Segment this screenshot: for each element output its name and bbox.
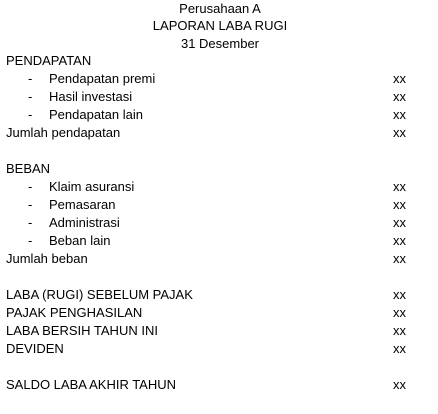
summary-amount: xx <box>393 287 406 302</box>
closing-amount: xx <box>393 377 406 392</box>
summary-label: PAJAK PENGHASILAN <box>6 305 143 320</box>
summary-label: LABA BERSIH TAHUN INI <box>6 323 158 338</box>
bullet-dash: - <box>28 197 33 212</box>
summary-row <box>0 286 438 304</box>
summary-label: DEVIDEN <box>6 341 64 356</box>
expense-item-row <box>0 214 438 232</box>
expense-item-label: Klaim asuransi <box>49 179 135 194</box>
expense-item-amount: xx <box>393 179 406 194</box>
company-name: Perusahaan A <box>179 1 261 16</box>
expense-item-amount: xx <box>393 233 406 248</box>
income-item-row <box>0 70 438 88</box>
income-total-label: Jumlah pendapatan <box>6 125 121 140</box>
expenses-total-row <box>0 250 438 268</box>
bullet-dash: - <box>28 179 33 194</box>
income-heading-row <box>0 52 438 70</box>
income-heading: PENDAPATAN <box>6 53 92 68</box>
expense-item-label: Beban lain <box>49 233 111 248</box>
summary-row <box>0 340 438 358</box>
summary-amount: xx <box>393 341 406 356</box>
bullet-dash: - <box>28 107 33 122</box>
closing-label: SALDO LABA AKHIR TAHUN <box>6 377 177 392</box>
income-total-amount: xx <box>393 125 406 140</box>
income-item-label: Pendapatan lain <box>49 107 143 122</box>
expense-item-amount: xx <box>393 215 406 230</box>
income-item-amount: xx <box>393 89 406 104</box>
summary-row <box>0 322 438 340</box>
income-item-amount: xx <box>393 71 406 86</box>
expenses-total-amount: xx <box>393 251 406 266</box>
bullet-dash: - <box>28 71 33 86</box>
expenses-heading: BEBAN <box>6 161 51 176</box>
bullet-dash: - <box>28 89 33 104</box>
expense-item-row <box>0 232 438 250</box>
expenses-total-label: Jumlah beban <box>6 251 88 266</box>
expense-item-label: Pemasaran <box>49 197 116 212</box>
expense-item-row <box>0 178 438 196</box>
expense-item-label: Administrasi <box>49 215 120 230</box>
report-date: 31 Desember <box>180 36 260 51</box>
report-title: LAPORAN LABA RUGI <box>152 18 288 33</box>
summary-label: LABA (RUGI) SEBELUM PAJAK <box>6 287 193 302</box>
income-item-row <box>0 106 438 124</box>
income-item-row <box>0 88 438 106</box>
income-item-label: Hasil investasi <box>49 89 133 104</box>
income-total-row <box>0 124 438 142</box>
expense-item-row <box>0 196 438 214</box>
income-item-amount: xx <box>393 107 406 122</box>
bullet-dash: - <box>28 215 33 230</box>
income-item-label: Pendapatan premi <box>49 71 156 86</box>
expense-item-amount: xx <box>393 197 406 212</box>
summary-row <box>0 304 438 322</box>
bullet-dash: - <box>28 233 33 248</box>
summary-amount: xx <box>393 323 406 338</box>
summary-amount: xx <box>393 305 406 320</box>
closing-row <box>0 376 438 394</box>
expenses-heading-row <box>0 160 438 178</box>
